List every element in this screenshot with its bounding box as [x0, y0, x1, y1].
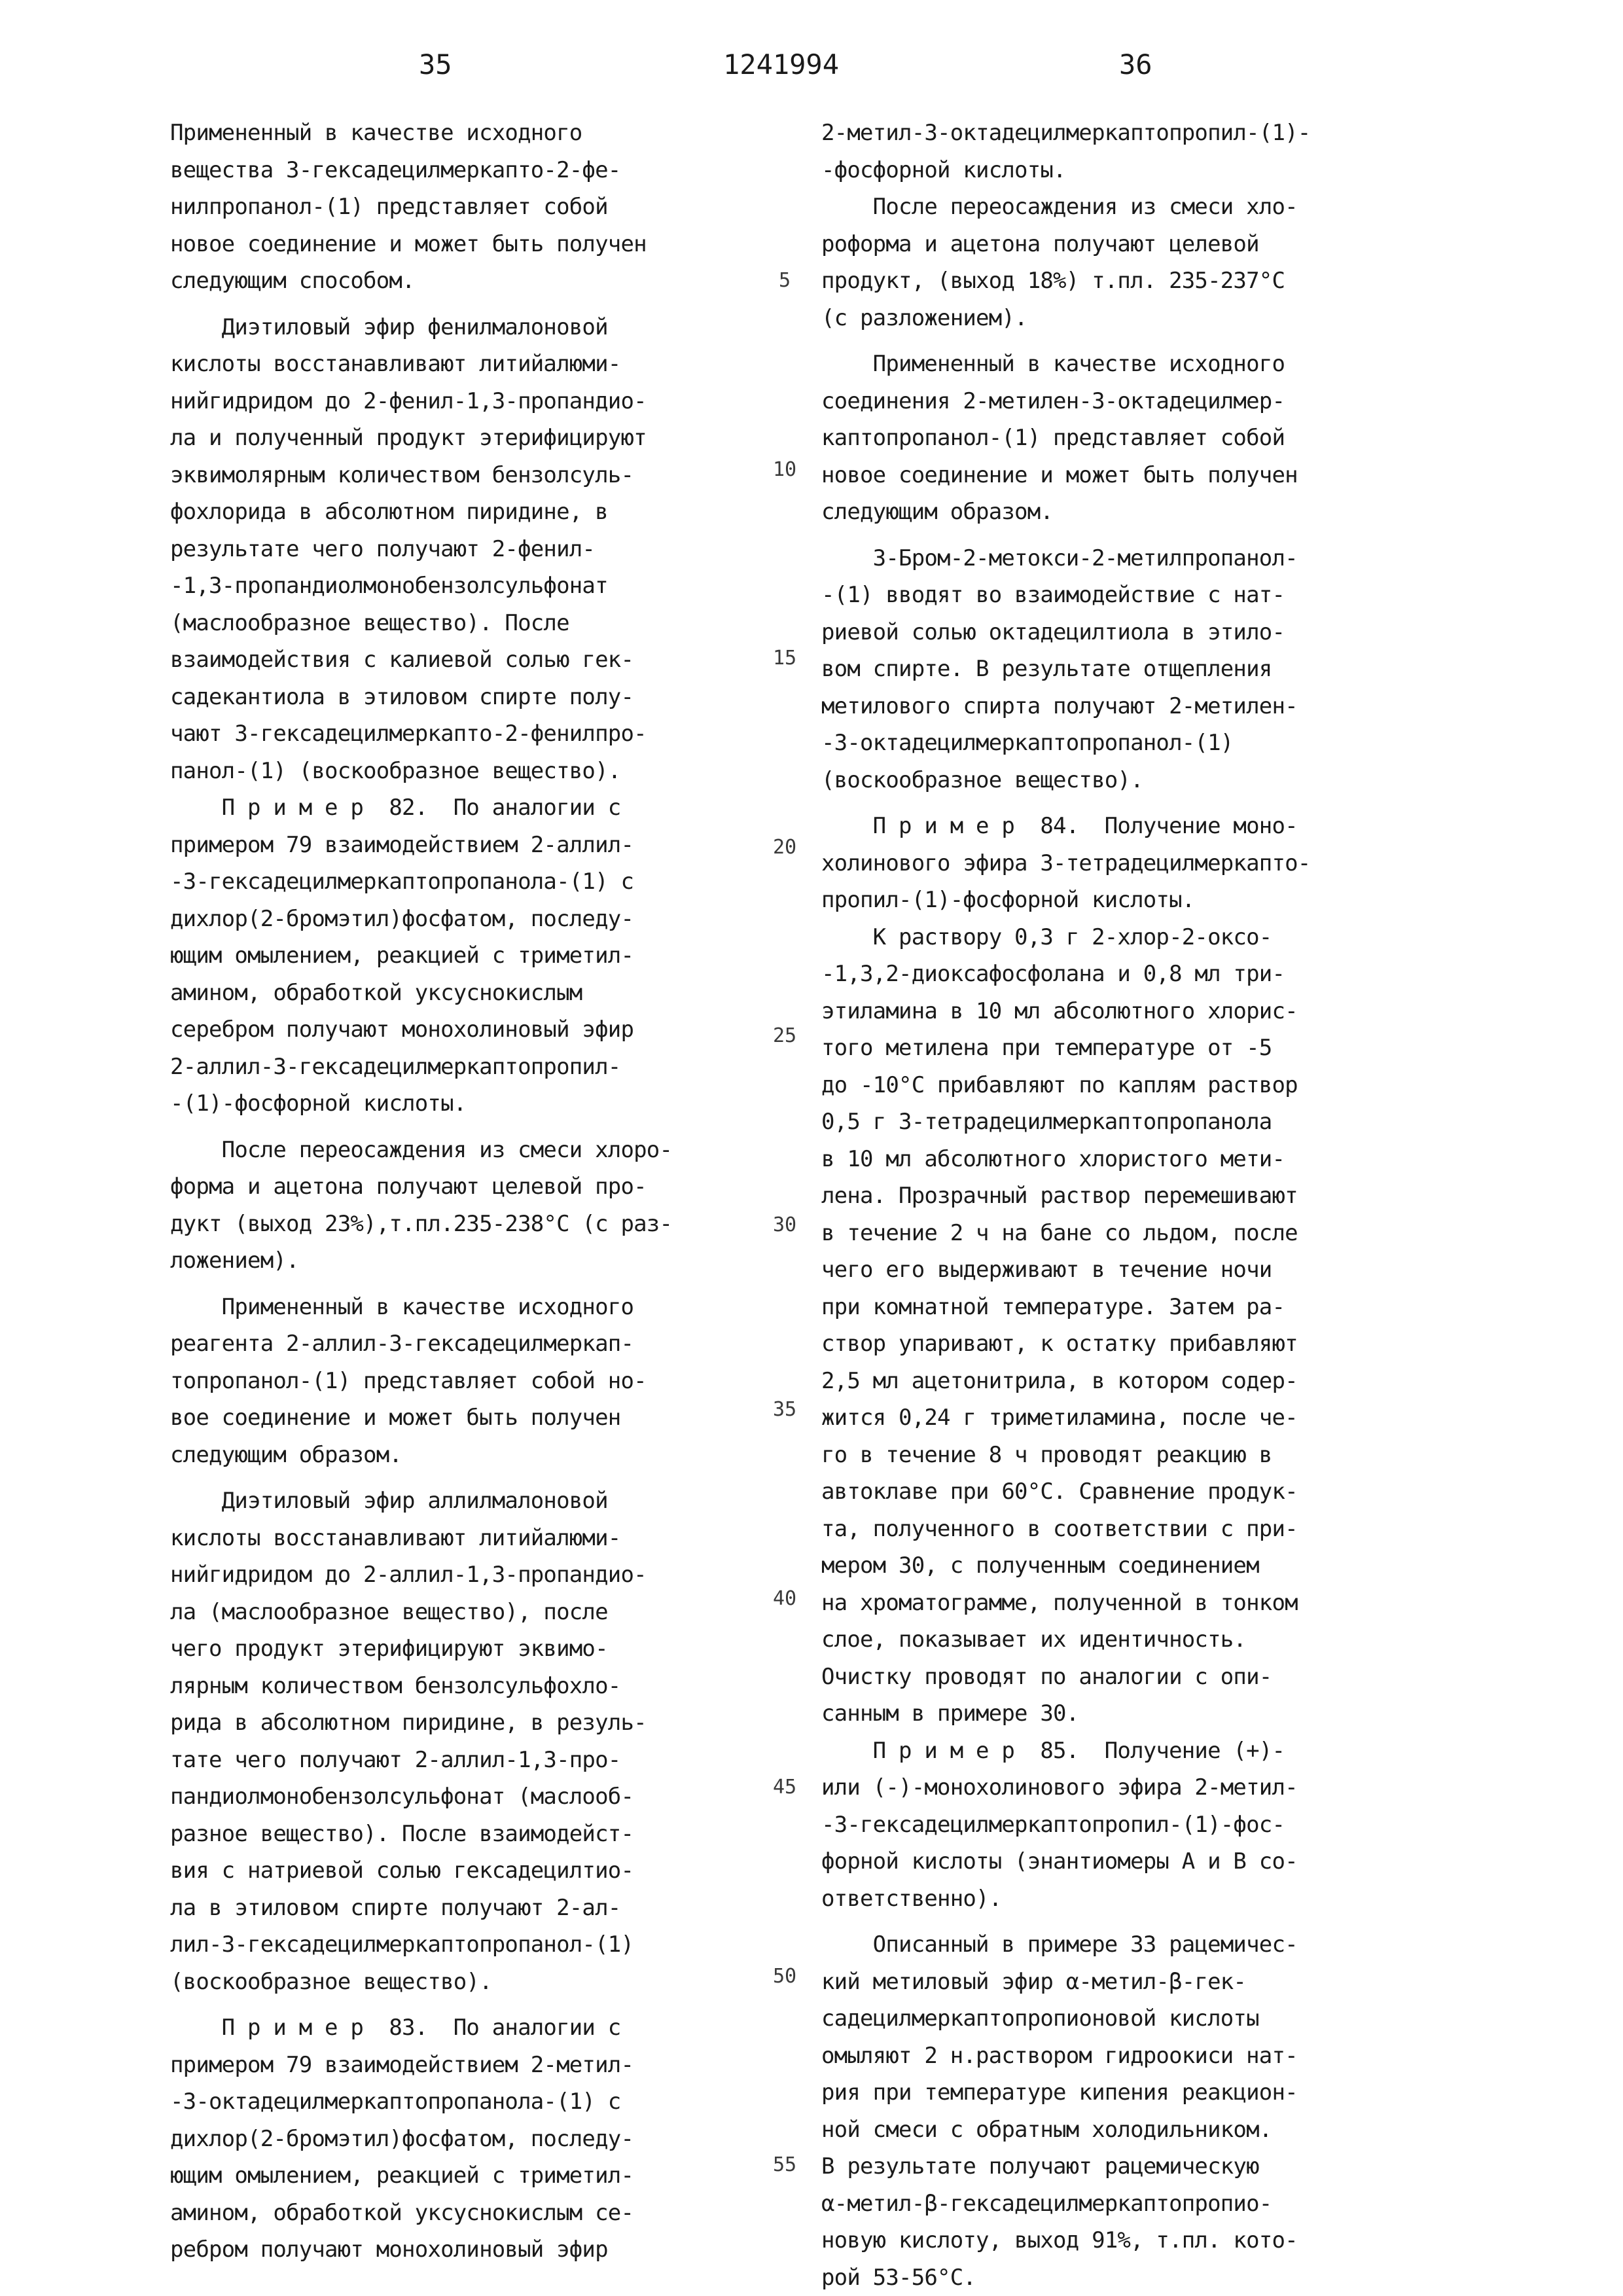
text-line: лярным количеством бензолсульфохло-: [170, 1668, 759, 1705]
text-line: новое соединение и может быть получен: [170, 226, 759, 263]
text-line: взаимодействия с калиевой солью гек-: [170, 641, 759, 679]
text-line: го в течение 8 ч проводят реакцию в: [821, 1437, 1430, 1474]
text-line: вом спирте. В результате отщепления: [821, 651, 1430, 688]
text-line: нийгидридом до 2-аллил-1,3-пропандио-: [170, 1556, 759, 1594]
text-line: садецилмеркаптопропионовой кислоты: [821, 2000, 1430, 2037]
text-line: разное вещество). После взаимодейст-: [170, 1816, 759, 1853]
line-number-marker: 25: [764, 1018, 805, 1055]
text-line: новое соединение и может быть получен: [821, 457, 1430, 494]
patent-number: 1241994: [723, 51, 839, 79]
line-number-marker: 55: [764, 2147, 805, 2184]
text-line: ла и полученный продукт этерифицируют: [170, 420, 759, 457]
text-line: омыляют 2 н.раствором гидроокиси нат-: [821, 2037, 1430, 2075]
text-line: при комнатной температуре. Затем ра-: [821, 1289, 1430, 1326]
text-line: ребром получают монохолиновый эфир: [170, 2231, 759, 2269]
right-text-column: [821, 115, 1430, 2296]
text-line: -3-октадецилмеркаптопропанола-(1) с: [170, 2083, 759, 2121]
text-line: Очистку проводят по аналогии с опи-: [821, 1659, 1430, 1696]
text-line: 3-Бром-2-метокси-2-метилпропанол-: [821, 540, 1430, 577]
text-line: вещества 3-гексадецилмеркапто-2-фе-: [170, 152, 759, 189]
line-number-marker: 15: [764, 640, 805, 677]
text-line: слое, показывает их идентичность.: [821, 1621, 1430, 1659]
text-line: новую кислоту, выход 91%, т.пл. кото-: [821, 2222, 1430, 2259]
text-line: пропил-(1)-фосфорной кислоты.: [821, 882, 1430, 919]
text-line: примером 79 взаимодействием 2-аллил-: [170, 827, 759, 864]
text-line: амином, обработкой уксуснокислым се-: [170, 2195, 759, 2232]
text-line: реагента 2-аллил-3-гексадецилмеркап-: [170, 1325, 759, 1363]
text-line: вое соединение и может быть получен: [170, 1399, 759, 1437]
text-line: (воскообразное вещество).: [170, 1964, 759, 2001]
text-line: рия при температуре кипения реакцион-: [821, 2074, 1430, 2111]
text-line: нийгидридом до 2-фенил-1,3-пропандио-: [170, 383, 759, 420]
text-line: α-метил-β-гексадецилмеркаптопропио-: [821, 2185, 1430, 2223]
text-line: дихлор(2-бромэтил)фосфатом, последу-: [170, 901, 759, 938]
text-line: нилпропанол-(1) представляет собой: [170, 188, 759, 226]
text-line: П р и м е р 83. По аналогии с: [170, 2009, 759, 2047]
text-line: серебром получают монохолиновый эфир: [170, 1011, 759, 1049]
text-line: лил-3-гексадецилмеркаптопропанол-(1): [170, 1926, 759, 1964]
text-line: соединения 2-метилен-3-октадецилмер-: [821, 383, 1430, 420]
text-line: ответственно).: [821, 1880, 1430, 1918]
text-line: Описанный в примере 33 рацемичес-: [821, 1926, 1430, 1964]
text-line: -3-гексадецилмеркаптопропанола-(1) с: [170, 863, 759, 901]
text-line: П р и м е р 85. Получение (+)-: [821, 1732, 1430, 1770]
text-line: ла в этиловом спирте получают 2-ал-: [170, 1890, 759, 1927]
text-line: -(1) вводят во взаимодействие с нат-: [821, 577, 1430, 614]
text-line: (с разложением).: [821, 300, 1430, 337]
line-number-marker: 10: [764, 452, 805, 489]
text-line: форной кислоты (энантиомеры А и В со-: [821, 1843, 1430, 1880]
text-line: вия с натриевой солью гексадецилтио-: [170, 1852, 759, 1890]
text-line: до -10°С прибавляют по каплям раствор: [821, 1067, 1430, 1104]
text-line: Примененный в качестве исходного: [170, 115, 759, 152]
text-line: метилового спирта получают 2-метилен-: [821, 688, 1430, 725]
text-line: дихлор(2-бромэтил)фосфатом, последу-: [170, 2121, 759, 2158]
text-line: лена. Прозрачный раствор перемешивают: [821, 1177, 1430, 1215]
text-line: В результате получают рацемическую: [821, 2148, 1430, 2185]
text-line: -3-октадецилмеркаптопропанол-(1): [821, 725, 1430, 762]
text-line: холинового эфира 3-тетрадецилмеркапто-: [821, 845, 1430, 882]
text-line: П р и м е р 82. По аналогии с: [170, 789, 759, 827]
line-number-marker: 50: [764, 1958, 805, 1996]
text-line: форма и ацетона получают целевой про-: [170, 1168, 759, 1206]
text-line: После переосаждения из смеси хло-: [821, 188, 1430, 226]
text-line: амином, обработкой уксуснокислым: [170, 975, 759, 1012]
text-line: 2,5 мл ацетонитрила, в котором содер-: [821, 1363, 1430, 1400]
text-line: Примененный в качестве исходного: [821, 346, 1430, 383]
text-line: каптопропанол-(1) представляет собой: [821, 420, 1430, 457]
line-number-marker: 45: [764, 1769, 805, 1806]
text-line: роформа и ацетона получают целевой: [821, 226, 1430, 263]
text-line: на хроматограмме, полученной в тонком: [821, 1585, 1430, 1622]
line-number-marker: 5: [764, 262, 805, 300]
text-line: жится 0,24 г триметиламина, после че-: [821, 1399, 1430, 1437]
text-line: 2-аллил-3-гексадецилмеркаптопропил-: [170, 1049, 759, 1086]
text-line: продукт, (выход 18%) т.пл. 235-237°С: [821, 262, 1430, 300]
text-line: -1,3,2-диоксафосфолана и 0,8 мл три-: [821, 956, 1430, 993]
text-line: санным в примере 30.: [821, 1695, 1430, 1732]
text-line: того метилена при температуре от -5: [821, 1030, 1430, 1067]
text-line: 2-метил-3-октадецилмеркаптопропил-(1)-: [821, 115, 1430, 152]
text-line: кислоты восстанавливают литийалюми-: [170, 346, 759, 383]
text-line: створ упаривают, к остатку прибавляют: [821, 1325, 1430, 1363]
text-line: в 10 мл абсолютного хлористого мети-: [821, 1141, 1430, 1178]
text-line: -(1)-фосфорной кислоты.: [170, 1085, 759, 1122]
text-line: -фосфорной кислоты.: [821, 152, 1430, 189]
text-line: чего его выдерживают в течение ночи: [821, 1251, 1430, 1289]
text-line: мером 30, с полученным соединением: [821, 1547, 1430, 1585]
line-number-marker: 40: [764, 1581, 805, 1618]
text-line: 0,5 г 3-тетрадецилмеркаптопропанола: [821, 1103, 1430, 1141]
text-line: результате чего получают 2-фенил-: [170, 531, 759, 568]
page-number-left: 35: [419, 51, 452, 79]
text-line: Примененный в качестве исходного: [170, 1289, 759, 1326]
text-line: дукт (выход 23%),т.пл.235-238°С (с раз-: [170, 1206, 759, 1243]
text-line: (воскообразное вещество).: [821, 762, 1430, 799]
text-line: ющим омылением, реакцией с триметил-: [170, 2157, 759, 2195]
text-line: следующим образом.: [170, 1437, 759, 1474]
text-line: пандиолмонобензолсульфонат (маслооб-: [170, 1778, 759, 1816]
text-line: ющим омылением, реакцией с триметил-: [170, 937, 759, 975]
text-line: следующим образом.: [821, 493, 1430, 531]
text-line: кий метиловый эфир α-метил-β-гек-: [821, 1964, 1430, 2001]
text-line: ла (маслообразное вещество), после: [170, 1594, 759, 1631]
text-line: кислоты восстанавливают литийалюми-: [170, 1520, 759, 1557]
text-line: ложением).: [170, 1242, 759, 1280]
line-number-marker: 30: [764, 1207, 805, 1244]
text-line: садекантиола в этиловом спирте полу-: [170, 679, 759, 716]
text-line: та, полученного в соответствии с при-: [821, 1511, 1430, 1548]
text-line: Диэтиловый эфир фенилмалоновой: [170, 309, 759, 346]
text-line: -3-гексадецилмеркаптопропил-(1)-фос-: [821, 1806, 1430, 1844]
text-line: Диэтиловый эфир аллилмалоновой: [170, 1482, 759, 1520]
text-line: следующим способом.: [170, 262, 759, 300]
line-number-marker: 35: [764, 1391, 805, 1429]
text-line: -1,3-пропандиолмонобензолсульфонат: [170, 567, 759, 605]
text-line: или (-)-монохолинового эфира 2-метил-: [821, 1769, 1430, 1806]
text-line: эквимолярным количеством бензолсуль-: [170, 457, 759, 494]
text-line: в течение 2 ч на бане со льдом, после: [821, 1215, 1430, 1252]
text-line: панол-(1) (воскообразное вещество).: [170, 753, 759, 790]
line-number-marker: 20: [764, 829, 805, 867]
left-text-column: [170, 115, 759, 2269]
text-line: рой 53-56°С.: [821, 2259, 1430, 2296]
text-line: П р и м е р 84. Получение моно-: [821, 808, 1430, 845]
text-line: ной смеси с обратным холодильником.: [821, 2111, 1430, 2149]
page-number-right: 36: [1119, 51, 1152, 79]
text-line: топропанол-(1) представляет собой но-: [170, 1363, 759, 1400]
text-line: риевой солью октадецилтиола в этило-: [821, 614, 1430, 651]
text-line: фохлорида в абсолютном пиридине, в: [170, 493, 759, 531]
text-line: чают 3-гексадецилмеркапто-2-фенилпро-: [170, 715, 759, 753]
text-line: автоклаве при 60°С. Сравнение продук-: [821, 1473, 1430, 1511]
text-line: рида в абсолютном пиридине, в резуль-: [170, 1704, 759, 1742]
text-line: чего продукт этерифицируют эквимо-: [170, 1630, 759, 1668]
text-line: После переосаждения из смеси хлоро-: [170, 1132, 759, 1169]
text-line: К раствору 0,3 г 2-хлор-2-оксо-: [821, 919, 1430, 956]
text-line: этиламина в 10 мл абсолютного хлорис-: [821, 993, 1430, 1030]
text-line: тате чего получают 2-аллил-1,3-про-: [170, 1742, 759, 1779]
text-line: (маслообразное вещество). После: [170, 605, 759, 642]
text-line: примером 79 взаимодействием 2-метил-: [170, 2047, 759, 2084]
